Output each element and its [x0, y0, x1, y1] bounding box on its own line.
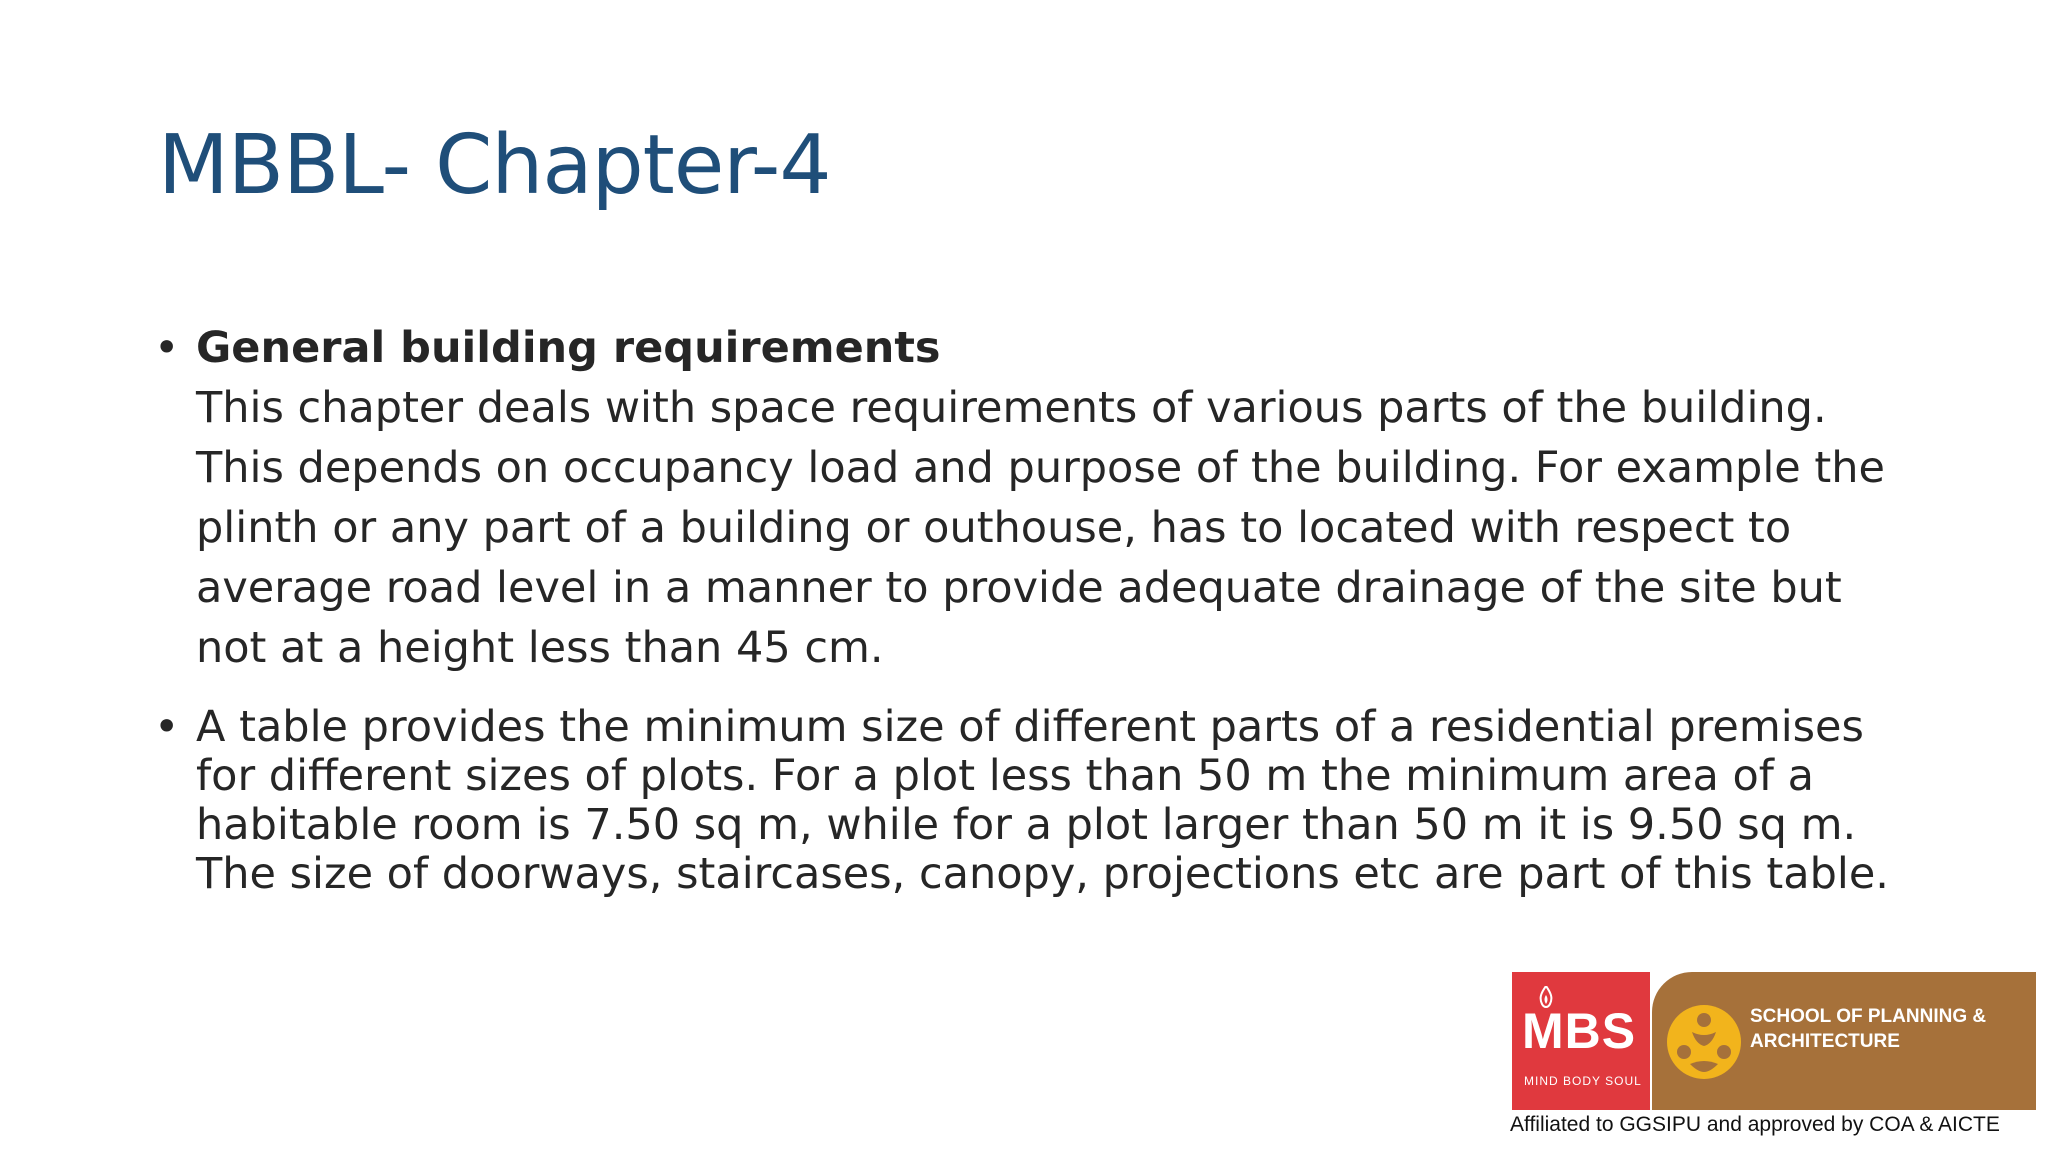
affiliation-text: Affiliated to GGSIPU and approved by COA & AICTE: [1510, 1113, 2000, 1136]
bullet-item: [152, 703, 1912, 899]
bullet-item: [152, 318, 1912, 678]
school-logo: [1652, 972, 2036, 1110]
school-name-line2: ARCHITECTURE: [1750, 1031, 1900, 1052]
institution-logo: [1512, 972, 2036, 1110]
mbs-tagline: MIND BODY SOUL: [1524, 1074, 1642, 1088]
bullet-text: This chapter deals with space requirements of various parts of the building. This depends on occupancy load and purpose of the building. For example the plinth or any part of a building or outhouse, has to located with respect to average road level in a manner to provide adequate drainage of the site but not at a height less than 45 cm.: [196, 383, 1885, 673]
people-circle-emblem-icon: [1664, 1002, 1744, 1082]
mbs-logo: [1512, 972, 1650, 1110]
school-name: [1750, 1004, 2030, 1054]
bullet-text: A table provides the minimum size of different parts of a residential premises for different sizes of plots. For a plot less than 50 m the minimum area of a habitable room is 7.50 sq m, while for a plot larger than 50 m it is 9.50 sq m. The size of doorways, staircases, canopy, projections etc are part of this table.: [196, 702, 1889, 899]
bullet-heading: • General building requirements: [196, 323, 941, 373]
school-name-line1: SCHOOL OF PLANNING &: [1750, 1006, 1987, 1027]
bullet-list: [152, 318, 1912, 899]
mbs-logo-text: MBS: [1522, 1003, 1637, 1059]
slide-title: MBBL- Chapter-4: [158, 118, 831, 213]
